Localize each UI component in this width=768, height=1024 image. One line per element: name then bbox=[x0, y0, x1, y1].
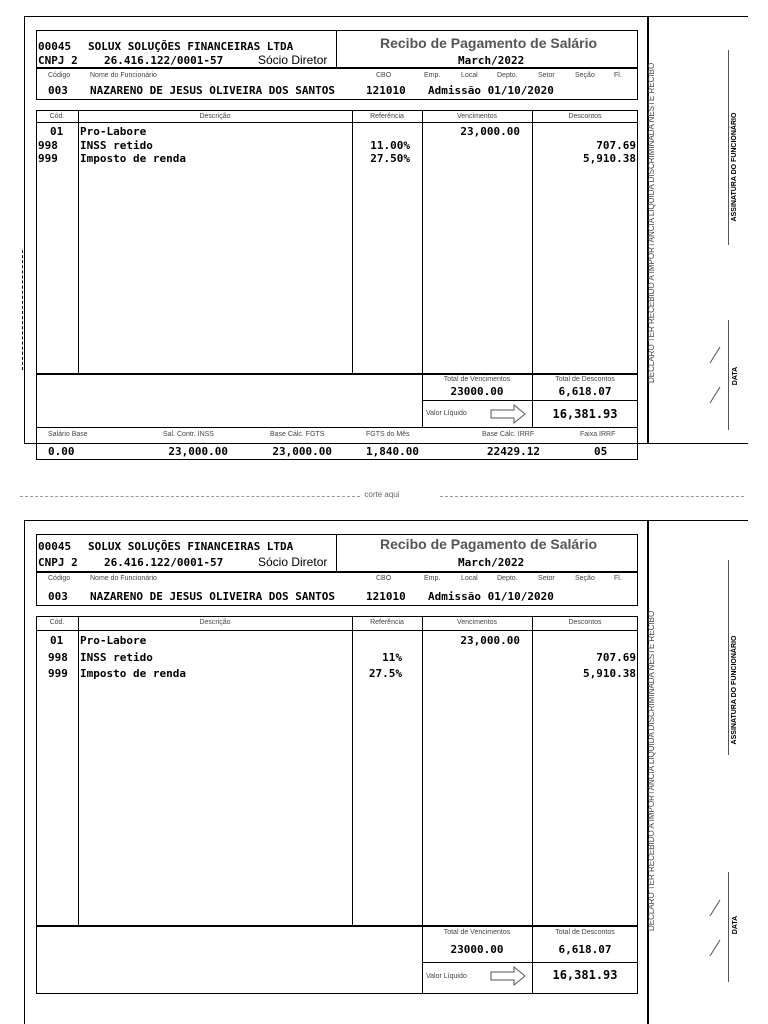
role-text: Sócio Diretor bbox=[258, 53, 328, 67]
label-local: Local bbox=[461, 72, 478, 79]
totals-box bbox=[36, 926, 638, 994]
col-vencimentos: Vencimentos bbox=[456, 619, 498, 626]
date-slashes-icon bbox=[708, 345, 722, 405]
period: March/2022 bbox=[458, 54, 525, 67]
col-referencia: Referência bbox=[370, 619, 404, 626]
label-fgts-mes: FGTS do Mês bbox=[366, 431, 410, 438]
total-descontos: 6,618.07 bbox=[558, 385, 612, 398]
row-ref: 11.00% bbox=[370, 139, 410, 152]
cut-line bbox=[20, 490, 744, 502]
side-signature: ASSINATURA DO FUNCIONÁRIO bbox=[731, 635, 738, 745]
row-cod: 998 bbox=[38, 139, 58, 152]
row-cod: 01 bbox=[50, 125, 64, 138]
company-name: SOLUX SOLUÇÕES FINANCEIRAS LTDA bbox=[88, 540, 294, 553]
label-nome: Nome do Funcionário bbox=[90, 72, 157, 79]
employee-cbo: 121010 bbox=[366, 590, 406, 603]
col-cod: Cód. bbox=[49, 113, 65, 120]
label-valor-liquido: Valor Líquido bbox=[426, 973, 467, 980]
receipt-title: Recibo de Pagamento de Salário bbox=[380, 536, 598, 552]
label-fl: Fl. bbox=[614, 72, 622, 79]
company-name: SOLUX SOLUÇÕES FINANCEIRAS LTDA bbox=[88, 40, 294, 53]
signature-line bbox=[728, 560, 729, 755]
cnpj-value: 26.416.122/0001-57 bbox=[104, 556, 224, 569]
row-ref: 11% bbox=[382, 651, 402, 664]
date-slashes-icon bbox=[708, 898, 722, 958]
date-line bbox=[728, 320, 729, 430]
employee-code: 003 bbox=[48, 84, 68, 97]
row-desc: Imposto de renda bbox=[80, 667, 186, 680]
label-codigo: Código bbox=[48, 72, 71, 79]
row-desc: Pro-Labore bbox=[80, 634, 147, 647]
label-cbo: CBO bbox=[376, 72, 392, 79]
side-declaration: DECLARO TER RECEBIDO A IMPORTÂNCIA LÍQUIDA DISCRIMINADA NESTE RECIBO bbox=[647, 62, 656, 383]
label-faixa-irrf: Faixa IRRF bbox=[580, 431, 616, 438]
label-valor-liquido: Valor Líquido bbox=[426, 410, 467, 417]
company-code: 00045 bbox=[38, 40, 72, 53]
side-declaration: DECLARO TER RECEBIDO A IMPORTÂNCIA LÍQUIDA DISCRIMINADA NESTE RECIBO bbox=[647, 610, 656, 931]
col-descricao: Descrição bbox=[199, 113, 231, 120]
total-vencimentos: 23000.00 bbox=[450, 385, 504, 398]
side-date: DATA bbox=[732, 915, 739, 935]
period: March/2022 bbox=[458, 556, 525, 569]
label-total-vencimentos: Total de Vencimentos bbox=[443, 376, 511, 383]
sal-contr-inss: 23,000.00 bbox=[168, 445, 228, 458]
label-salario-base: Salário Base bbox=[48, 431, 88, 438]
employee-cbo: 121010 bbox=[366, 84, 406, 97]
employee-name: NAZARENO DE JESUS OLIVEIRA DOS SANTOS bbox=[90, 84, 336, 97]
total-vencimentos: 23000.00 bbox=[450, 943, 504, 956]
label-codigo: Código bbox=[48, 575, 71, 582]
row-descs: 5,910.38 bbox=[583, 667, 636, 680]
col-descricao: Descrição bbox=[199, 619, 231, 626]
cnpj-value: 26.416.122/0001-57 bbox=[104, 54, 224, 67]
row-desc: INSS retido bbox=[80, 651, 153, 664]
cnpj-label: CNPJ 2 bbox=[38, 556, 78, 569]
label-nome: Nome do Funcionário bbox=[90, 575, 157, 582]
label-emp: Emp. bbox=[424, 575, 441, 582]
col-vencimentos: Vencimentos bbox=[456, 113, 498, 120]
col-descontos: Descontos bbox=[568, 113, 602, 120]
row-descs: 707.69 bbox=[596, 139, 636, 152]
employee-name: NAZARENO DE JESUS OLIVEIRA DOS SANTOS bbox=[90, 590, 336, 603]
row-cod: 999 bbox=[38, 152, 58, 165]
row-desc: Imposto de renda bbox=[80, 152, 186, 165]
side-signature: ASSINATURA DO FUNCIONÁRIO bbox=[731, 112, 738, 222]
row-descs: 707.69 bbox=[596, 651, 636, 664]
base-fgts: 23,000.00 bbox=[272, 445, 332, 458]
row-venc: 23,000.00 bbox=[460, 634, 520, 647]
label-total-descontos: Total de Descontos bbox=[555, 929, 615, 936]
label-emp: Emp. bbox=[424, 72, 441, 79]
side-date: DATA bbox=[732, 366, 739, 386]
arrow-right-icon bbox=[490, 966, 526, 986]
row-descs: 5,910.38 bbox=[583, 152, 636, 165]
receipt-title: Recibo de Pagamento de Salário bbox=[380, 35, 598, 51]
cnpj-label: CNPJ 2 bbox=[38, 54, 78, 67]
label-setor: Setor bbox=[538, 72, 555, 79]
fgts-mes: 1,840.00 bbox=[366, 445, 419, 458]
label-depto: Depto. bbox=[497, 575, 518, 582]
cut-label: corte aqui bbox=[364, 490, 400, 499]
row-cod: 998 bbox=[48, 651, 68, 664]
faixa-irrf: 05 bbox=[594, 445, 608, 458]
label-depto: Depto. bbox=[497, 72, 518, 79]
row-desc: INSS retido bbox=[80, 139, 153, 152]
label-secao: Seção bbox=[575, 72, 595, 79]
base-irrf: 22429.12 bbox=[487, 445, 540, 458]
employee-code: 003 bbox=[48, 590, 68, 603]
label-fl: Fl. bbox=[614, 575, 622, 582]
total-descontos: 6,618.07 bbox=[558, 943, 612, 956]
row-cod: 999 bbox=[48, 667, 68, 680]
admission-date: Admissão 01/10/2020 bbox=[428, 590, 554, 603]
label-base-irrf: Base Cálc. IRRF bbox=[482, 431, 535, 438]
valor-liquido: 16,381.93 bbox=[552, 407, 618, 421]
label-total-vencimentos: Total de Vencimentos bbox=[443, 929, 511, 936]
label-cbo: CBO bbox=[376, 575, 392, 582]
col-referencia: Referência bbox=[370, 113, 404, 120]
label-base-fgts: Base Cálc. FGTS bbox=[270, 431, 325, 438]
col-descontos: Descontos bbox=[568, 619, 602, 626]
admission-date: Admissão 01/10/2020 bbox=[428, 84, 554, 97]
row-ref: 27.5% bbox=[368, 667, 402, 680]
label-sal-contr-inss: Sal. Contr. INSS bbox=[163, 431, 214, 438]
salario-base: 0.00 bbox=[48, 445, 75, 458]
arrow-right-icon bbox=[490, 404, 526, 424]
label-setor: Setor bbox=[538, 575, 555, 582]
date-line bbox=[728, 872, 729, 982]
row-desc: Pro-Labore bbox=[80, 125, 147, 138]
row-ref: 27.50% bbox=[370, 152, 410, 165]
role-text: Sócio Diretor bbox=[258, 555, 328, 569]
label-total-descontos: Total de Descontos bbox=[555, 376, 615, 383]
side-panel bbox=[648, 520, 748, 1024]
margin-mark bbox=[22, 250, 23, 370]
signature-line bbox=[728, 50, 729, 245]
label-secao: Seção bbox=[575, 575, 595, 582]
label-local: Local bbox=[461, 575, 478, 582]
valor-liquido: 16,381.93 bbox=[552, 968, 618, 982]
row-venc: 23,000.00 bbox=[460, 125, 520, 138]
row-cod: 01 bbox=[50, 634, 64, 647]
company-code: 00045 bbox=[38, 540, 72, 553]
col-cod: Cód. bbox=[49, 619, 65, 626]
bases-box bbox=[36, 428, 638, 460]
